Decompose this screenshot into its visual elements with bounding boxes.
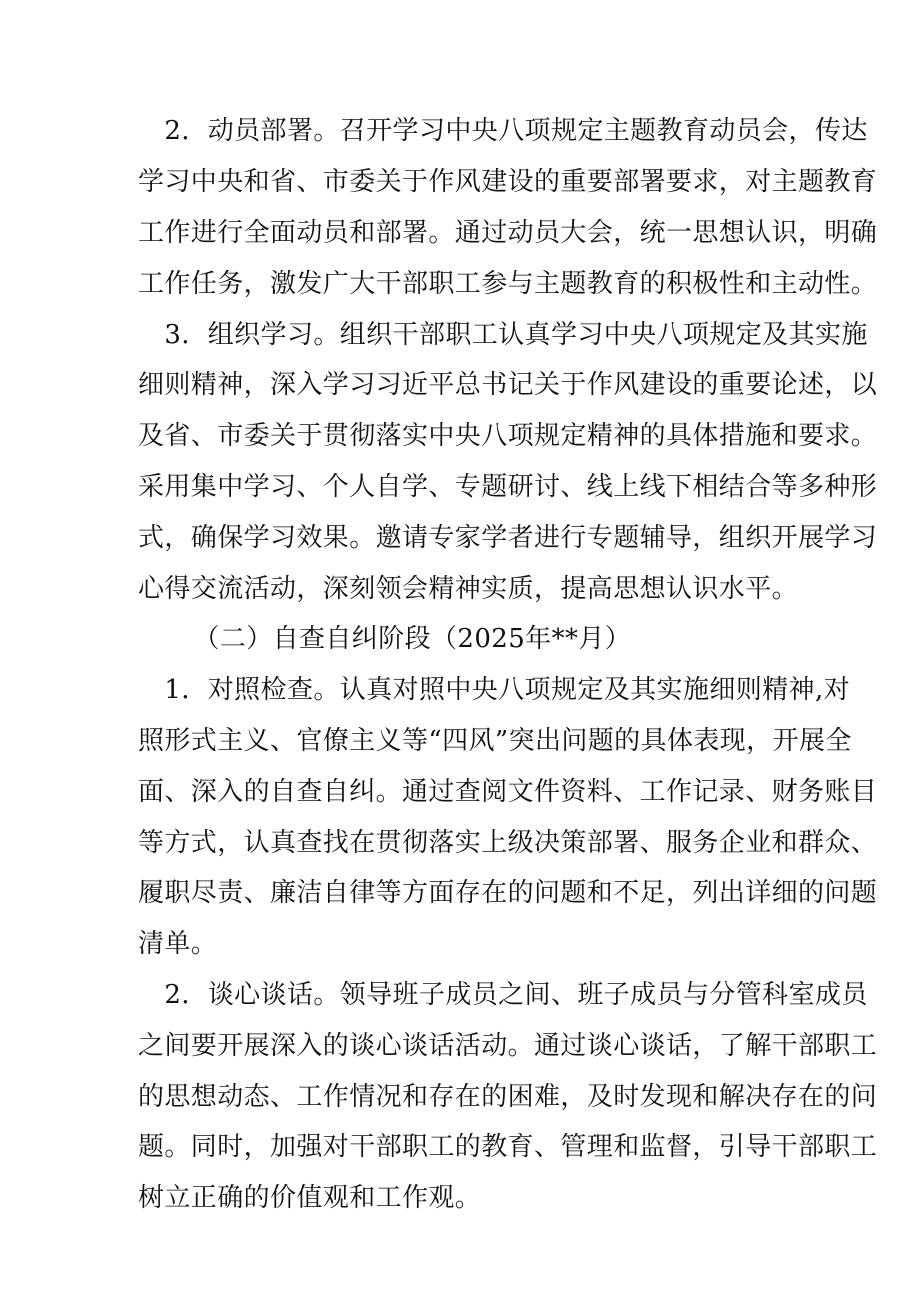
text-line: 题。同时，加强对干部职工的教育、管理和监督，引导干部职工: [138, 1132, 878, 1162]
text-line: 之间要开展深入的谈心谈话活动。通过谈心谈话，了解干部职工: [138, 1031, 878, 1061]
text-line: 1．对照检查。认真对照中央八项规定及其实施细则精神,对: [138, 675, 851, 705]
text-line: 等方式，认真查找在贯彻落实上级决策部署、服务企业和群众、: [138, 828, 878, 858]
text-line: 面、深入的自查自纠。通过查阅文件资料、工作记录、财务账目: [138, 777, 878, 807]
text-line: 工作进行全面动员和部署。通过动员大会，统一思想认识，明确: [138, 218, 878, 248]
text-line: 履职尽责、廉洁自律等方面存在的问题和不足，列出详细的问题: [138, 878, 878, 908]
text-line: 式，确保学习效果。邀请专家学者进行专题辅导，组织开展学习: [138, 523, 878, 553]
text-line: 3．组织学习。组织干部职工认真学习中央八项规定及其实施: [138, 320, 868, 350]
text-line: 2．谈心谈话。领导班子成员之间、班子成员与分管科室成员: [138, 980, 868, 1010]
text-line: 2．动员部署。召开学习中央八项规定主题教育动员会，传达: [138, 116, 868, 146]
text-line: 照形式主义、官僚主义等“四风”突出问题的具体表现，开展全: [138, 726, 852, 756]
text-line: 及省、市委关于贯彻落实中央八项规定精神的具体措施和要求。: [138, 421, 878, 451]
text-line: 学习中央和省、市委关于作风建设的重要部署要求，对主题教育: [138, 167, 878, 197]
text-line: 树立正确的价值观和工作观。: [138, 1183, 482, 1213]
text-line: 细则精神，深入学习习近平总书记关于作风建设的重要论述，以: [138, 370, 878, 400]
text-line: 心得交流活动，深刻领会精神实质，提高思想认识水平。: [138, 574, 799, 604]
text-line: 的思想动态、工作情况和存在的困难，及时发现和解决存在的问: [138, 1082, 878, 1112]
text-line: 采用集中学习、个人自学、专题研讨、线上线下相结合等多种形: [138, 472, 878, 502]
section-heading: （二）自查自纠阶段（2025年**月）: [180, 624, 632, 654]
text-line: 清单。: [138, 929, 218, 959]
text-line: 工作任务，激发广大干部职工参与主题教育的积极性和主动性。: [138, 269, 878, 299]
